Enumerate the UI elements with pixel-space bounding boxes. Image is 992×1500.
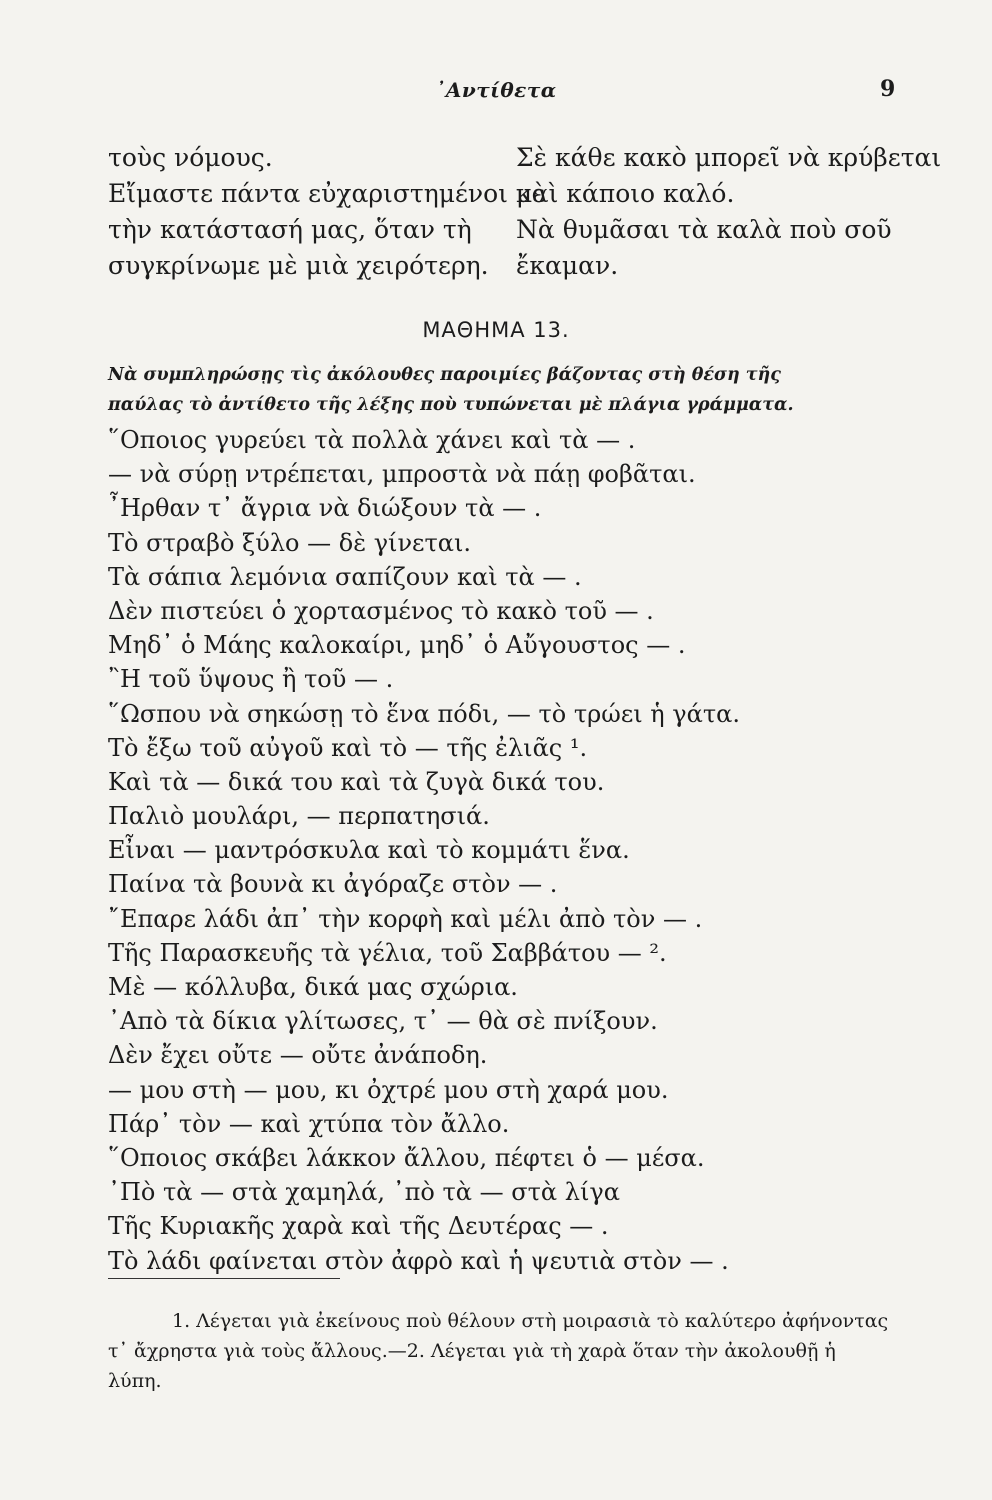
proverb-line: ῏Ηρθαν τ᾿ ἄγρια νὰ διώξουν τὰ — . — [108, 494, 542, 523]
proverb-line: Παλιὸ μουλάρι, — περπατησιά. — [108, 802, 490, 831]
proverb-line: Μὲ — κόλλυβα, δικά μας σχώρια. — [108, 973, 518, 1001]
proverb-line: Τὸ ἔξω τοῦ αὐγοῦ καὶ τὸ — τῆς ἐλιᾶς ¹. — [108, 733, 588, 762]
proverb-line: Δὲν ἔχει οὔτε — οὔτε ἀνάποδη. — [108, 1041, 488, 1070]
proverb-line: Παίνα τὰ βουνὰ κι ἀγόραζε στὸν — . — [108, 870, 558, 899]
sayings-left-column — [108, 140, 546, 284]
proverb-line: Τὸ λάδι φαίνεται στὸν ἀφρὸ καὶ ἡ ψευτιὰ στὸν — . — [108, 1246, 729, 1275]
proverb-list — [108, 423, 948, 1278]
saying-line: καὶ κάποιο καλό. — [516, 179, 735, 208]
proverb-line: Πάρ᾿ τὸν — καὶ χτύπα τὸν ἄλλο. — [108, 1109, 510, 1138]
footnote-line: λύπη. — [108, 1370, 162, 1392]
footnotes — [108, 1306, 928, 1396]
page-number: 9 — [880, 76, 896, 102]
proverb-line: — μου στὴ — μου, κι ὀχτρέ μου στὴ χαρά μου. — [108, 1075, 669, 1104]
proverb-line: ᾿Απὸ τὰ δίκια γλίτωσες, τ᾿ — θὰ σὲ πνίξουν. — [108, 1007, 658, 1036]
proverb-line: ῞Οποιος γυρεύει τὰ πολλὰ χάνει καὶ τὰ — . — [108, 426, 636, 454]
proverb-line: Τὰ σάπια λεμόνια σαπίζουν καὶ τὰ — . — [108, 562, 582, 591]
proverb-line: ῍Η τοῦ ὕψους ἢ τοῦ — . — [108, 665, 394, 694]
lesson-heading: ΜΑΘΗΜΑ 13. — [422, 318, 570, 342]
saying-line: ἔκαμαν. — [516, 251, 619, 280]
saying-line: τοὺς νόμους. — [108, 143, 273, 172]
instruction-line: Νὰ συμπληρώσῃς τὶς ἀκόλουθες παροιμίες βάζοντας στὴ θέση τῆς — [108, 365, 781, 385]
saying-line: συγκρίνωμε μὲ μιὰ χειρότερη. — [108, 251, 489, 280]
instruction-line: παύλας τὸ ἀντίθετο τῆς λέξης ποὺ τυπώνεται μὲ πλάγια γράμματα. — [108, 395, 794, 415]
proverb-line: Δὲν πιστεύει ὁ χορτασμένος τὸ κακὸ τοῦ — . — [108, 596, 654, 625]
saying-line: Εἴμαστε πάντα εὐχαριστημένοι μὲ — [108, 179, 546, 208]
sayings-right-column — [516, 140, 942, 284]
footnote-line: 1. Λέγεται γιὰ ἐκείνους ποὺ θέλουν στὴ μοιρασιὰ τὸ καλύτερο ἀφήνοντας — [172, 1310, 889, 1332]
proverb-line: ῎Επαρε λάδι ἀπ᾿ τὴν κορφὴ καὶ μέλι ἀπὸ τὸν — . — [108, 904, 703, 933]
saying-line: τὴν κατάστασή μας, ὅταν τὴ — [108, 215, 472, 244]
running-header-title: ᾿Αντίθετα — [435, 78, 557, 102]
footnote-line: τ᾿ ἄχρηστα γιὰ τοὺς ἄλλους.—2. Λέγεται γιὰ τὴ χαρὰ ὅταν τὴν ἀκολουθῇ ἡ — [108, 1340, 836, 1362]
lesson-instructions — [108, 360, 928, 420]
proverb-line: ᾿Πὸ τὰ — στὰ χαμηλά, ᾿πὸ τὰ — στὰ λίγα — [108, 1178, 620, 1207]
proverb-line: ῞Ωσπου νὰ σηκώσῃ τὸ ἕνα πόδι, — τὸ τρώει ἡ γάτα. — [108, 699, 740, 728]
proverb-line: Τὸ στραβὸ ξύλο — δὲ γίνεται. — [108, 528, 471, 557]
proverb-line: ῞Οποιος σκάβει λάκκον ἄλλου, πέφτει ὁ — μέσα. — [108, 1143, 705, 1172]
saying-line: Σὲ κάθε κακὸ μπορεῖ νὰ κρύβεται — [516, 143, 942, 172]
proverb-line: Τῆς Κυριακῆς χαρὰ καὶ τῆς Δευτέρας — . — [108, 1212, 609, 1241]
proverb-line: Εἶναι — μαντρόσκυλα καὶ τὸ κομμάτι ἕνα. — [108, 836, 630, 865]
proverb-line: Καὶ τὰ — δικά του καὶ τὰ ζυγὰ δικά του. — [108, 767, 605, 796]
proverb-line: — νὰ σύρῃ ντρέπεται, μπροστὰ νὰ πάῃ φοβᾶται. — [108, 460, 696, 489]
saying-line: Νὰ θυμᾶσαι τὰ καλὰ ποὺ σοῦ — [516, 215, 892, 244]
proverb-line: Τῆς Παρασκευῆς τὰ γέλια, τοῦ Σαββάτου — ². — [108, 938, 667, 967]
proverb-line: Μηδ᾿ ὁ Μάης καλοκαίρι, μηδ᾿ ὁ Αὔγουστος — . — [108, 631, 686, 660]
footnote-separator — [108, 1278, 340, 1279]
